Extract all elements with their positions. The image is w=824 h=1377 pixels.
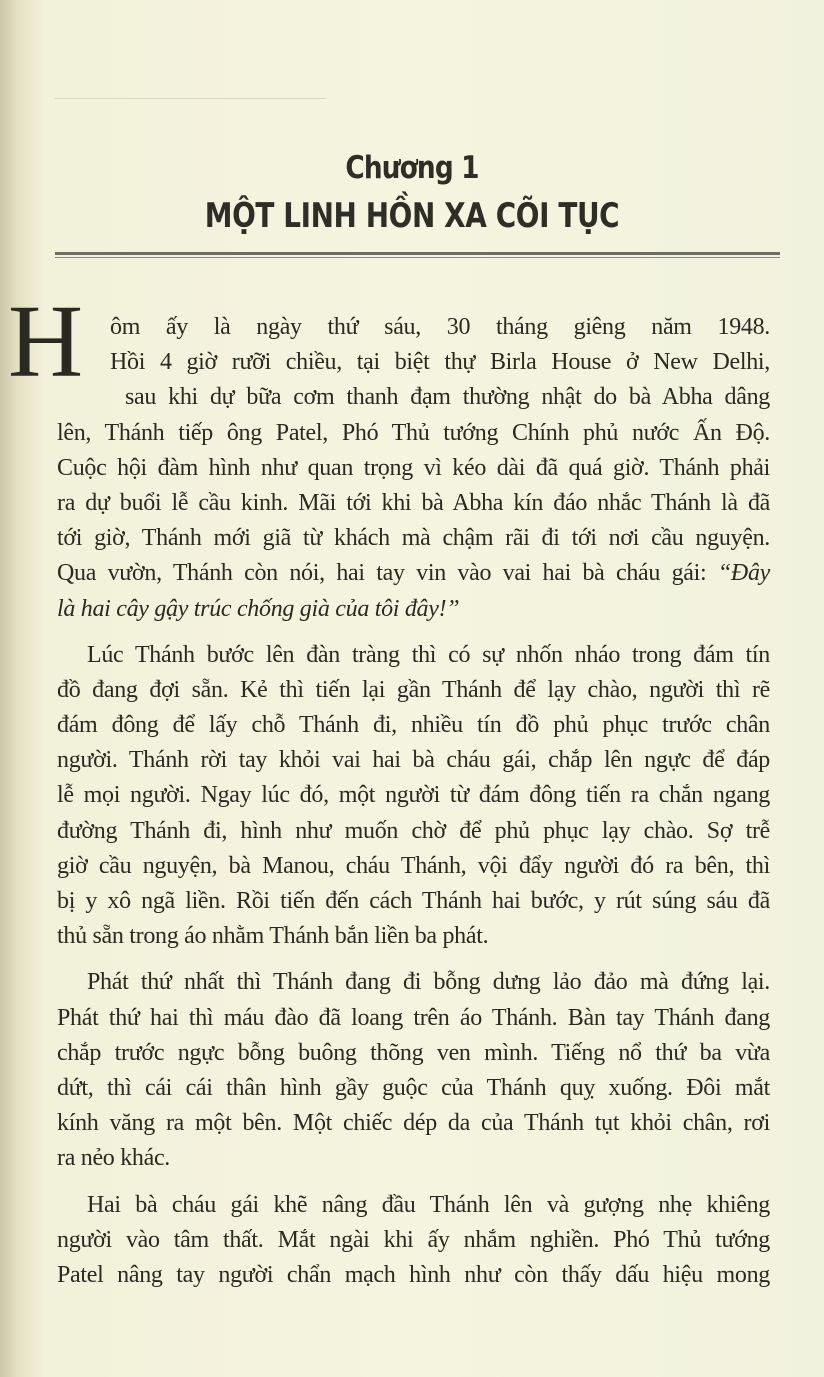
line-text: ra nẻo khác.	[57, 1145, 171, 1172]
paragraph	[57, 638, 770, 955]
text-line	[57, 743, 770, 778]
text-line	[57, 380, 770, 415]
line-text: lễ mọi người. Ngay lúc đó, một người từ đám đông tiến ra chắn ngang	[57, 782, 770, 809]
text-line	[57, 778, 770, 813]
line-text: tới giờ, Thánh mới giã từ khách mà chậm rãi đi tới nơi cầu nguyện.	[57, 525, 770, 552]
line-text: Lúc Thánh bước lên đàn tràng thì có sự nhốn nháo trong đám tín	[87, 641, 770, 668]
text-line	[57, 1188, 770, 1223]
italic-quote: “Đây	[717, 560, 770, 587]
line-text: đám đông để lấy chỗ Thánh đi, nhiều tín đồ phủ phục trước chân	[57, 712, 770, 739]
line-text: ra dự buổi lễ cầu kinh. Mãi tới khi bà Abha kín đáo nhắc Thánh là đã	[57, 489, 770, 516]
line-text: Phát thứ nhất thì Thánh đang đi bỗng dưng lảo đảo mà đứng lại.	[87, 969, 770, 996]
text-line	[57, 1071, 770, 1106]
line-text: giờ cầu nguyện, bà Manou, cháu Thánh, vội đẩy người đó ra bên, thì	[57, 852, 770, 879]
paragraph	[57, 965, 770, 1176]
line-text: ôm ấy là ngày thứ sáu, 30 tháng giêng năm 1948.	[110, 314, 770, 340]
line-text: đường Thánh đi, hình như muốn chờ để phủ phục lạy chào. Sợ trễ	[57, 817, 770, 844]
text-line	[57, 1036, 770, 1071]
line-text: dứt, thì cái cái thân hình gầy guộc của Thánh quỵ xuống. Đôi mắt	[57, 1074, 770, 1101]
text-line	[57, 849, 770, 884]
line-text: Hai bà cháu gái khẽ nâng đầu Thánh lên và gượng nhẹ khiêng	[87, 1191, 770, 1218]
text-line	[57, 1141, 770, 1176]
text-line	[57, 1001, 770, 1036]
line-text: bị y xô ngã liền. Rồi tiến đến cách Thánh hai bước, y rút súng sáu đã	[57, 888, 770, 914]
text-line	[57, 919, 770, 954]
text-line	[57, 884, 770, 919]
text-line	[57, 486, 770, 521]
text-line	[57, 521, 770, 556]
line-text: Qua vườn, Thánh còn nói, hai tay vin vào vai hai bà cháu gái:	[57, 560, 718, 587]
chapter-body	[57, 310, 770, 1304]
line-text: người vào tâm thất. Mắt ngài khi ấy nhắm nghiền. Phó Thủ tướng	[57, 1226, 770, 1253]
text-line	[57, 814, 770, 849]
chapter-title: MỘT LINH HỒN XA CÕI TỤC	[204, 196, 620, 236]
text-line	[57, 310, 770, 345]
text-line	[57, 708, 770, 743]
text-line	[57, 451, 770, 486]
text-line	[57, 638, 770, 673]
text-line	[57, 345, 770, 380]
running-header-rule	[55, 98, 325, 99]
paragraph	[57, 1188, 770, 1294]
chapter-rule	[55, 252, 780, 258]
chapter-number: Chương 1	[345, 150, 479, 186]
line-text: Hồi 4 giờ rưỡi chiều, tại biệt thự Birla House ở New Delhi,	[110, 349, 770, 376]
line-text: chắp trước ngực bỗng buông thõng ven mình. Tiếng nổ thứ ba vừa	[57, 1039, 770, 1066]
line-text: Cuộc hội đàm hình như quan trọng vì kéo dài đã quá giờ. Thánh phải	[57, 454, 770, 481]
line-text: thủ sẵn trong áo nhằm Thánh bắn liền ba phát.	[57, 923, 489, 950]
text-line	[57, 592, 770, 627]
italic-quote: là hai cây gậy trúc chống già của tôi đây!”	[57, 595, 460, 622]
text-line	[57, 965, 770, 1000]
text-line	[57, 416, 770, 451]
line-text: Phát thứ hai thì máu đào đã loang trên áo Thánh. Bàn tay Thánh đang	[57, 1004, 770, 1031]
line-text: Patel nâng tay người chẩn mạch hình như còn thấy dấu hiệu mong	[57, 1261, 770, 1288]
paragraph	[57, 310, 770, 627]
text-line	[57, 673, 770, 708]
text-line	[57, 556, 770, 591]
line-text: lên, Thánh tiếp ông Patel, Phó Thủ tướng Chính phủ nước Ấn Độ.	[57, 419, 770, 446]
text-line	[57, 1258, 770, 1293]
line-text: người. Thánh rời tay khỏi vai hai bà cháu gái, chắp lên ngực để đáp	[57, 747, 770, 774]
text-line	[57, 1106, 770, 1141]
line-text: kính văng ra một bên. Một chiếc dép da của Thánh tụt khỏi chân, rơi	[57, 1110, 770, 1137]
line-text: sau khi dự bữa cơm thanh đạm thường nhật do bà Abha dâng	[125, 384, 770, 411]
line-text: đồ đang đợi sẵn. Kẻ thì tiến lại gần Thánh để lạy chào, người thì rẽ	[57, 676, 770, 703]
text-line	[57, 1223, 770, 1258]
drop-cap: H	[8, 284, 84, 399]
